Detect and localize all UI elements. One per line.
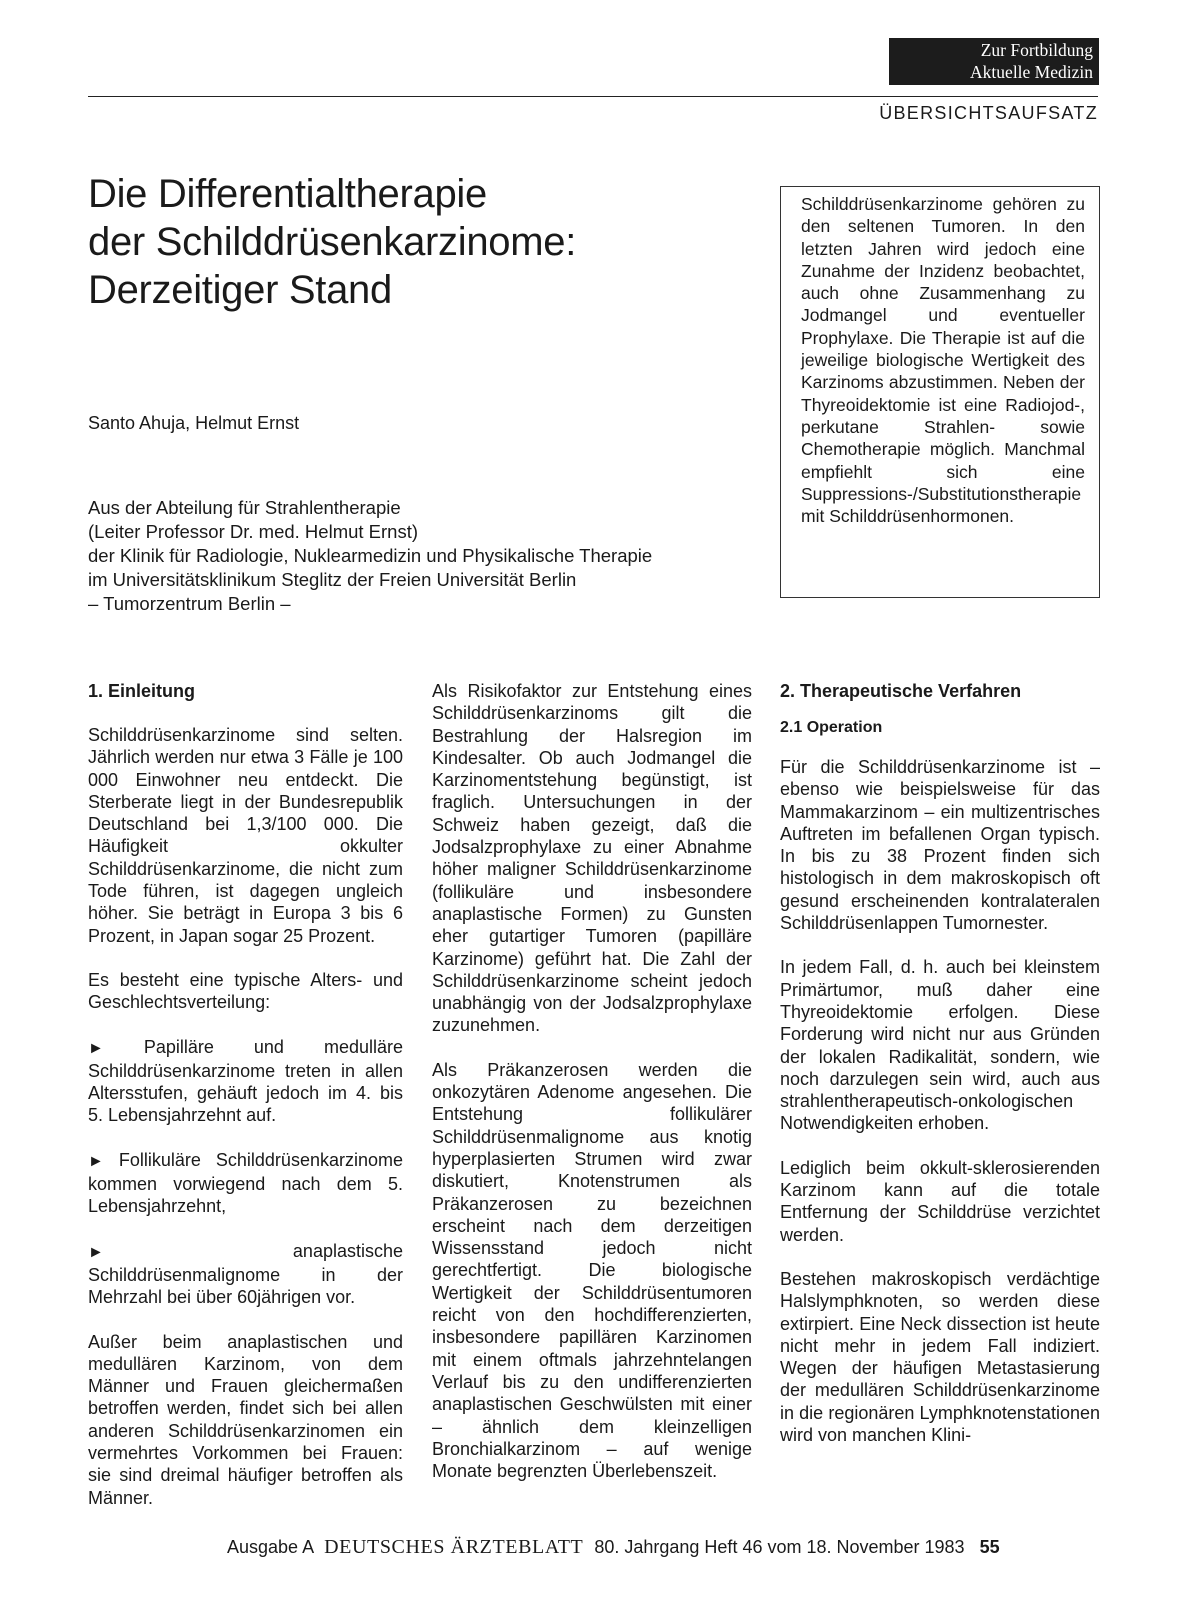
footer-issue: 80. Jahrgang Heft 46 vom 18. November 1983 [594,1537,965,1557]
article-title [88,170,738,314]
section-label: ÜBERSICHTSAUFSATZ [879,103,1098,123]
arrow-bullet-icon: ► [88,1243,104,1261]
paragraph: Als Risikofaktor zur Entstehung eines Schilddrüsenkarzinoms gilt die Bestrahlung der Halsregion im Kindesalter. Ob auch Jodmangel die Karzinomentstehung begünstigt, ist fraglich. Untersuchungen in der Schweiz haben gezeigt, daß die Jodsalzprophylaxe zu einer Abnahme höher maligner Schilddrüsenkarzinome (follikuläre und insbesondere anaplastische Formen) zu Gunsten eher gutartiger Tumoren (papilläre Karzinome) geführt hat. Die Zahl der Schilddrüsenkarzinome scheint jedoch unabhängig von der Jodsalzprophylaxe zuzunehmen. [432,681,752,1036]
abstract-box: Schilddrüsenkarzinome gehören zu den seltenen Tumoren. In den letzten Jahren wird jedoch eine Zunahme der Inzidenz beobachtet, auch ohne Zusammenhang zu Jodmangel und eventueller Prophylaxe. Die Therapie ist auf die jeweilige biologische Wertigkeit des Karzinoms abzustimmen. Neben der Thyreoidektomie ist eine Radiojod-, perkutane Strahlen- sowie Chemotherapie möglich. Manchmal empfiehlt sich eine Suppressions-/Substitutionstherapie mit Schilddrüsenhormonen. [780,186,1100,598]
section-heading-therapy: 2. Therapeutische Verfahren [780,681,1022,701]
footer-edition: Ausgabe A [227,1537,314,1557]
bullet-text: Follikuläre Schilddrüsenkarzinome kommen vorwiegend nach dem 5. Lebensjahrzehnt, [88,1149,403,1217]
subsection-heading-operation: 2.1 Operation [780,719,883,736]
bullet-text: anaplastische Schilddrüsenmalignome in der Mehrzahl bei über 60jährigen vor. [88,1240,403,1308]
section-badge [889,38,1099,85]
title-line-1: Die Differentialtherapie [88,172,487,216]
column-1 [88,680,403,1531]
section-heading-introduction: 1. Einleitung [88,681,196,701]
column-2 [432,680,752,1504]
paragraph: Bestehen makroskopisch verdächtige Halslymphknoten, so werden diese extirpiert. Eine Neck dissection ist heute nicht mehr in jedem Fall indiziert. Wegen der häufigen Metastasierung der medullären Schilddrüsenkarzinome in die regionären Lymphknotenstationen wird von manchen Klini- [780,1268,1100,1446]
page-number: 55 [979,1537,1000,1557]
footer-journal: DEUTSCHES ÄRZTEBLATT [324,1536,584,1558]
paragraph: Außer beim anaplastischen und medullären Karzinom, von dem Männer und Frauen gleichermaßen betroffen werden, findet sich bei allen anderen Schilddrüsenkarzinomen ein vermehrtes Vorkommen bei Frauen: sie sind dreimal häufiger betroffen als Männer. [88,1331,403,1508]
badge-line-1: Zur Fortbildung [980,40,1093,60]
affiliation [88,496,768,616]
paragraph: Für die Schilddrüsenkarzinome ist – ebenso wie beispielsweise für das Mammakarzinom – ein multizentrisches Auftreten im befallenen Organ typisch. In bis zu 38 Prozent finden sich histologisch in dem makroskopisch oft gesund erscheinenden kontralateralen Schilddrüsenlappen Tumornester. [780,757,1100,934]
bullet-item [88,1036,403,1127]
affiliation-line: der Klinik für Radiologie, Nuklearmedizin und Physikalische Therapie [88,545,653,566]
affiliation-line: – Tumorzentrum Berlin – [88,593,291,614]
affiliation-line: im Universitätsklinikum Steglitz der Freien Universität Berlin [88,569,577,590]
paragraph: Als Präkanzerosen werden die onkozytären Adenome angesehen. Die Entstehung follikulärer Schilddrüsenmalignome aus knotig hyperplasierten Strumen wird zwar diskutiert, Knotenstrumen als Präkanzerosen zu bezeichnen erscheint nach dem derzeitigen Wissensstand jedoch nicht gerechtfertigt. Die biologische Wertigkeit der Schilddrüsentumoren reicht von den hochdifferenzierten, insbesondere papillären Karzinomen mit einem oftmals jahrzehntelangen Verlauf bis zu den undifferenzierten anaplastischen Geschwülsten mit einer – ähnlich dem kleinzelligen Bronchialkarzinom – auf wenige Monate begrenzten Überlebenszeit. [432,1059,752,1482]
bullet-item [88,1149,403,1218]
affiliation-line: (Leiter Professor Dr. med. Helmut Ernst) [88,521,419,542]
paragraph: Schilddrüsenkarzinome sind selten. Jährlich werden nur etwa 3 Fälle je 100 000 Einwohner neu entdeckt. Die Sterberate liegt in der Bundesrepublik Deutschland bei 1,3/100 000. Die Häufigkeit okkulter Schilddrüsenkarzinome, die nicht zum Tode führen, ist dagegen ungleich höher. Sie beträgt in Europa 3 bis 6 Prozent, in Japan sogar 25 Prozent. [88,725,403,946]
paragraph: Es besteht eine typische Alters- und Geschlechtsverteilung: [88,969,403,1013]
authors: Santo Ahuja, Helmut Ernst [88,413,300,433]
title-line-2: der Schilddrüsenkarzinome: [88,220,577,264]
affiliation-line: Aus der Abteilung für Strahlentherapie [88,497,401,518]
bullet-text: Papilläre und medulläre Schilddrüsenkarzinome treten in allen Altersstufen, gehäuft jedoch im 4. bis 5. Lebensjahrzehnt auf. [88,1036,403,1126]
title-line-3: Derzeitiger Stand [88,268,392,312]
paragraph: Lediglich beim okkult-sklerosierenden Karzinom kann auf die totale Entfernung der Schilddrüse verzichtet werden. [780,1157,1100,1245]
arrow-bullet-icon: ► [88,1039,104,1057]
arrow-bullet-icon: ► [88,1152,104,1170]
paragraph: In jedem Fall, d. h. auch bei kleinstem Primärtumor, muß daher eine Thyreoidektomie erfolgen. Diese Forderung wird nicht nur aus Gründen der lokalen Radikalität, sondern, wie noch darzulegen sein wird, auch aus strahlentherapeutisch-onkologischen Notwendigkeiten erhoben. [780,957,1100,1134]
column-3 [780,680,1100,1468]
bullet-item [88,1240,403,1309]
badge-line-2: Aktuelle Medizin [970,62,1093,82]
header-divider [88,96,1098,97]
page-footer [227,1536,1100,1559]
